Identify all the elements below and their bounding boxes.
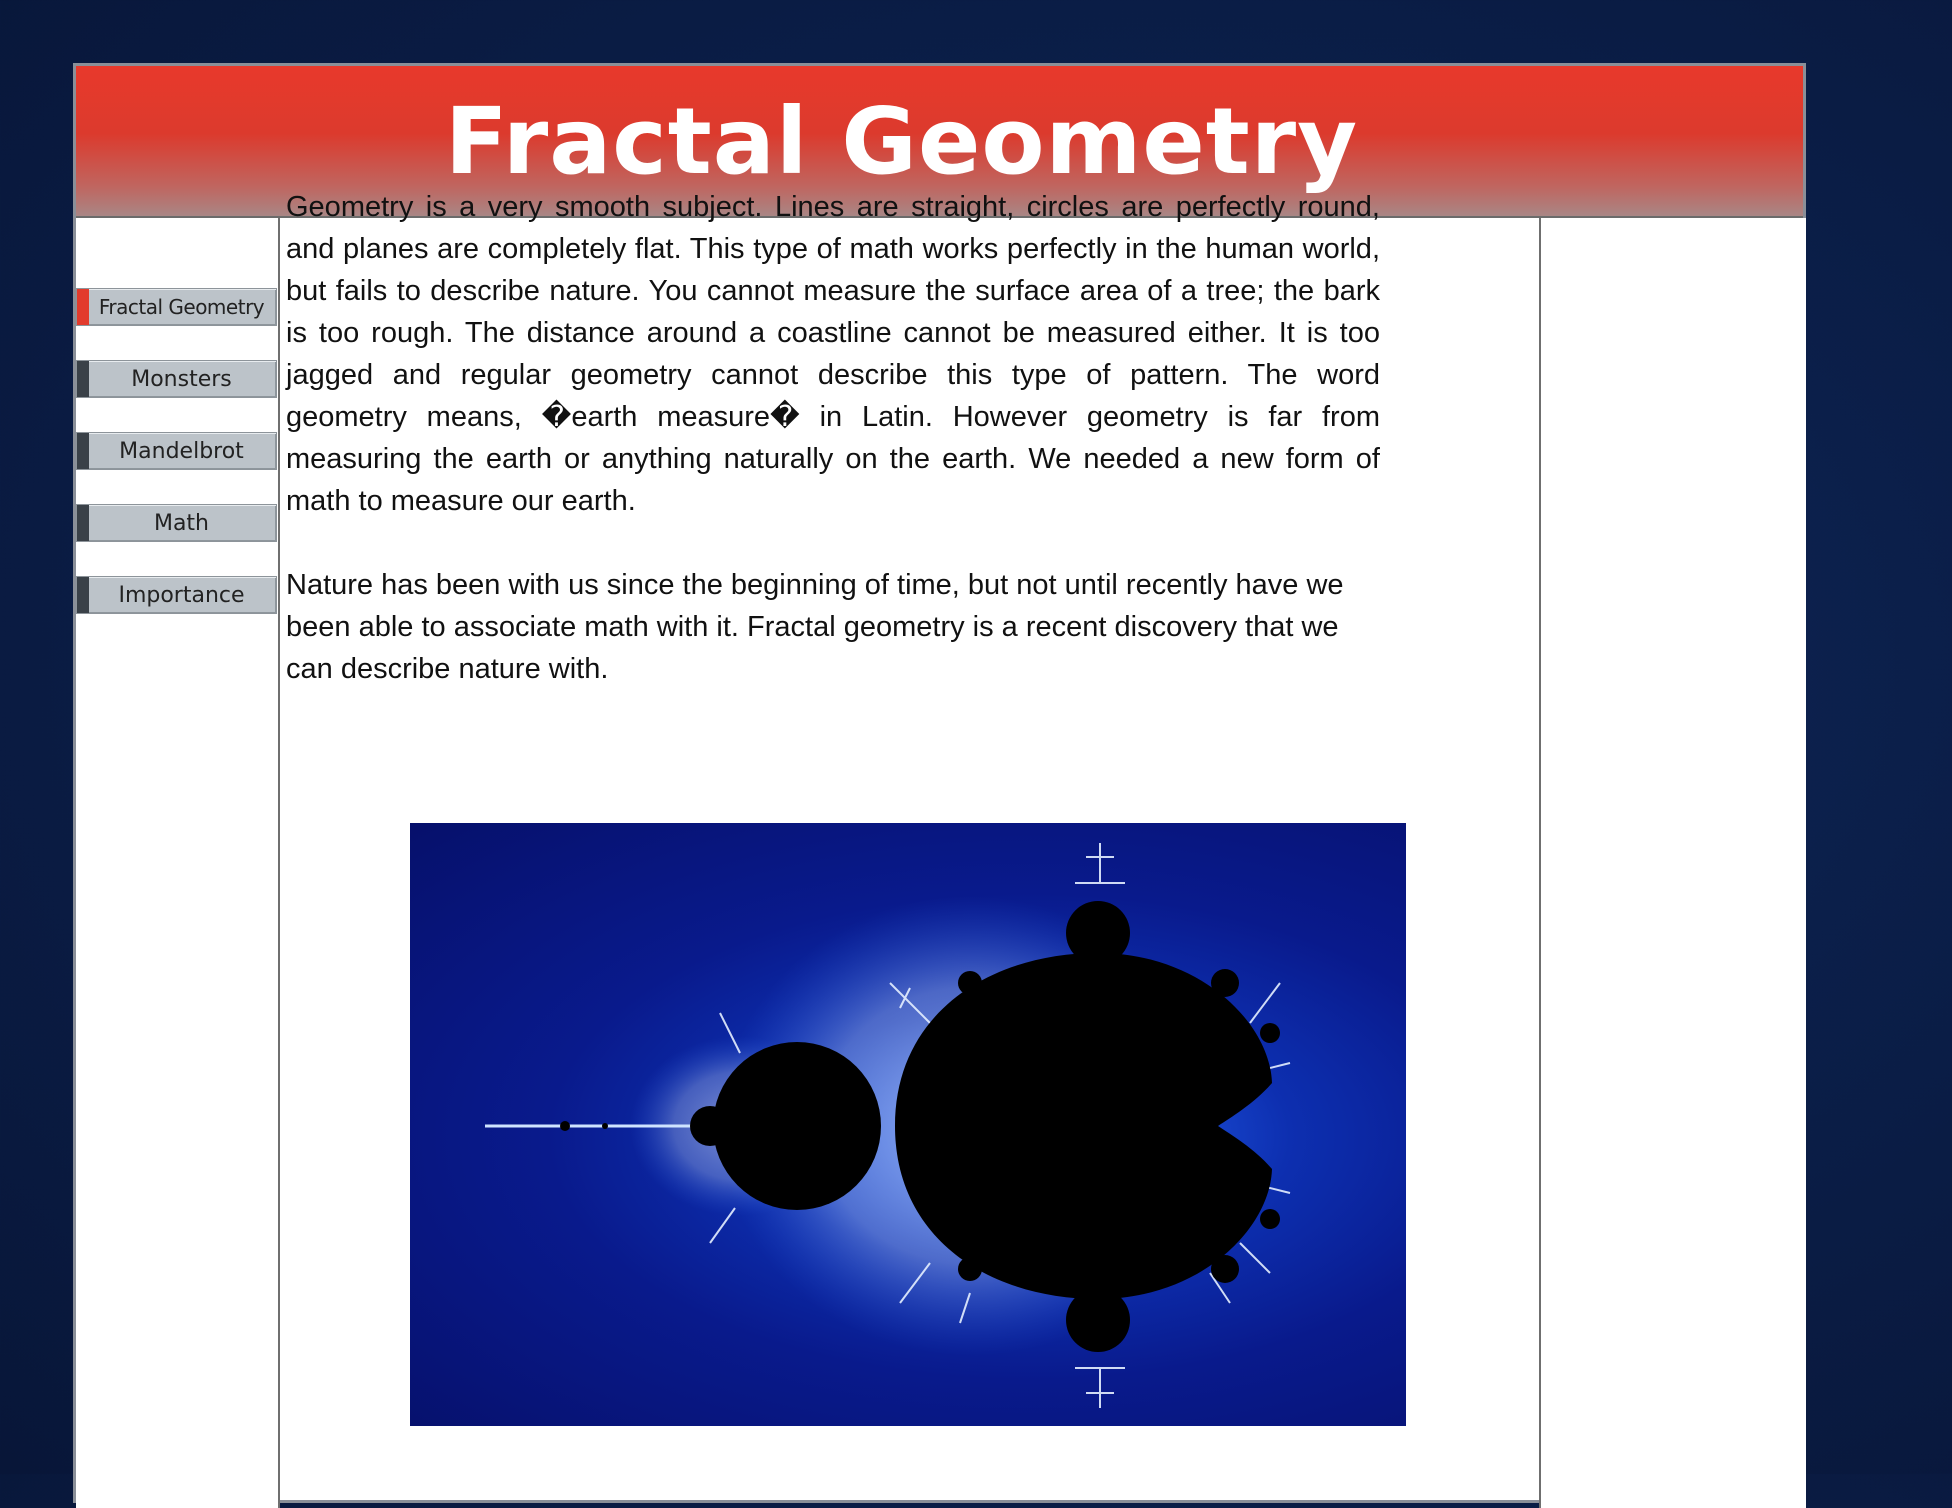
nature-paragraph: Nature has been with us since the beginning of time, but not until recently have we been able to associate math with it. Fractal geometry is a recent discovery that we can describe nature with. xyxy=(286,569,1344,685)
nav-indicator xyxy=(77,361,89,397)
nav-item-label: Fractal Geometry xyxy=(98,295,265,319)
active-indicator xyxy=(77,289,89,325)
nav-indicator xyxy=(77,505,89,541)
mandelbrot-image xyxy=(410,823,1406,1426)
nav-item-math[interactable] xyxy=(76,504,277,542)
nav-item-monsters[interactable] xyxy=(76,360,277,398)
intro-paragraph: Geometry is a very smooth subject. Lines are straight, circles are perfectly round, and planes are completely flat. This type of math works perfectly in the human world, but fails to describe nature. You cannot measure the surface area of a tree; the bark is too rough. The distance around a coastline cannot be measured either. It is too jagged and regular geometry cannot describe this type of pattern. The word geometry means, �earth measure� in Latin. However geometry is far from measuring the earth or anything naturally on the earth. We needed a new form of math to measure our earth. xyxy=(286,191,1380,517)
nav-item-label: Importance xyxy=(118,582,245,608)
nav-menu xyxy=(76,288,279,648)
nav-item-label: Math xyxy=(153,510,210,536)
nav-item-label: Mandelbrot xyxy=(119,438,244,464)
mandelbrot-drawing xyxy=(410,823,1406,1426)
nav-indicator xyxy=(77,433,89,469)
nav-item-mandelbrot[interactable] xyxy=(76,432,277,470)
left-sidebar xyxy=(76,218,280,1508)
nav-item-fractal-geometry[interactable] xyxy=(76,288,277,326)
nav-item-label: Monsters xyxy=(131,366,232,392)
page-title: Fractal Geometry xyxy=(444,87,1359,195)
right-sidebar xyxy=(1539,218,1806,1508)
nav-indicator xyxy=(77,577,89,613)
nav-item-importance[interactable] xyxy=(76,576,277,614)
main-content xyxy=(286,186,1380,732)
